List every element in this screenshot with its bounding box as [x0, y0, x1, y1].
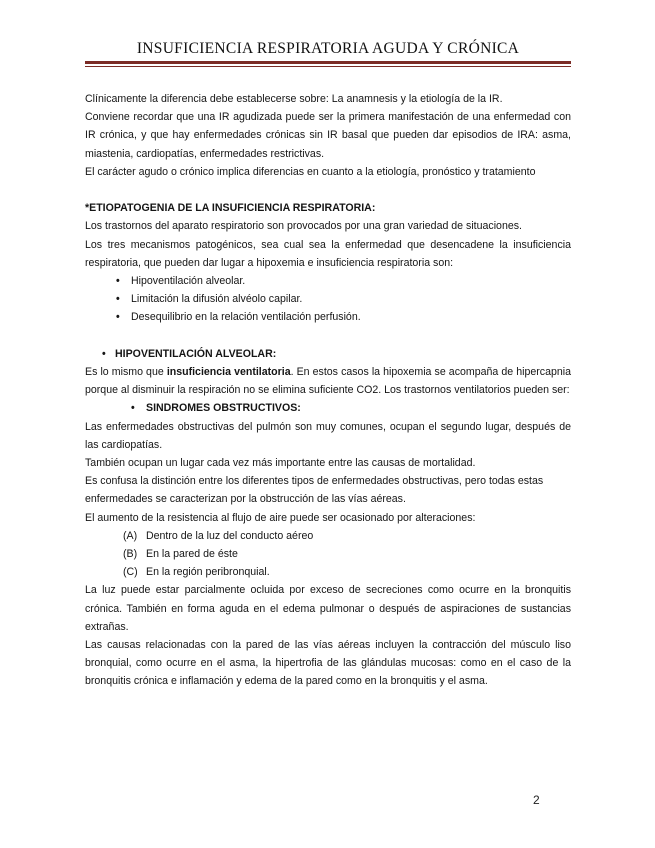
- etiopatogenia-heading: *ETIOPATOGENIA DE LA INSUFICIENCIA RESPIRATORIA:: [85, 202, 376, 215]
- alteration-item: [85, 545, 571, 563]
- document-body: [85, 90, 571, 691]
- header-rule-thin: [85, 66, 571, 67]
- hipo-text-start: Es lo mismo que: [85, 366, 167, 379]
- header-rule-thick: [85, 61, 571, 64]
- sindromes-paragraph-2: También ocupan un lugar cada vez más importante entre las causas de mortalidad.: [85, 457, 476, 470]
- intro-paragraph-3: El carácter agudo o crónico implica diferencias en cuanto a la etiología, pronóstico y tratamiento: [85, 165, 536, 178]
- luz-paragraph: La luz puede estar parcialmente ocluida por exceso de secreciones como ocurre en la bronquitis crónica. También en forma aguda en el edema pulmonar o después de aspiraciones de sustancias extrañas.: [85, 584, 571, 633]
- hipo-text-bold: insuficiencia ventilatoria: [166, 366, 291, 379]
- mechanisms-list: [85, 272, 571, 327]
- sindromes-paragraph-4: El aumento de la resistencia al flujo de aire puede ser ocasionado por alteraciones:: [85, 511, 476, 524]
- causas-paragraph: Las causas relacionadas con la pared de las vías aéreas incluyen la contracción del músculo liso bronquial, como ocurre en el asma, la hipertrofia de las glándulas mucosas: como en el caso de la bronquitis crónica e inflamación y edema de la pared como en la bronquitis y el asma.: [85, 639, 571, 688]
- etiopatogenia-paragraph-2: Los tres mecanismos patogénicos, sea cual sea la enfermedad que desencadene la insuficiencia respiratoria, que pueden dar lugar a hipoxemia e insuficiencia respiratoria son:: [85, 238, 571, 269]
- page-number: 2: [533, 793, 540, 807]
- alteration-marker: (C): [123, 566, 138, 579]
- mechanism-item: • Limitación la difusión alvéolo capilar.: [85, 290, 571, 308]
- etiopatogenia-paragraph-1: Los trastornos del aparato respiratorio son provocados por una gran variedad de situaciones.: [85, 220, 522, 233]
- alteration-text: Dentro de la luz del conducto aéreo: [146, 529, 314, 542]
- hipoventilacion-heading: • HIPOVENTILACIÓN ALVEOLAR:: [85, 345, 571, 363]
- hipo-text-end: . En estos casos la hipoxemia se acompaña de hipercapnia porque al disminuir la respiración no se elimina suficiente CO2. Los trastornos ventilatorios pueden ser:: [85, 366, 571, 397]
- alteration-text: En la región peribronquial.: [146, 566, 270, 579]
- alteration-marker: (B): [123, 548, 138, 561]
- alteration-item: [85, 563, 571, 581]
- hipoventilacion-paragraph: [85, 363, 571, 399]
- sindromes-heading: • SINDROMES OBSTRUCTIVOS:: [85, 399, 571, 417]
- intro-paragraph-1: Clínicamente la diferencia debe establecerse sobre: La anamnesis y la etiología de la IR.: [85, 93, 503, 105]
- mechanism-item: • Desequilibrio en la relación ventilación perfusión.: [85, 308, 571, 326]
- sindromes-paragraph-3: Es confusa la distinción entre los diferentes tipos de enfermedades obstructivas, pero todas estas enfermedades se caracterizan por la obstrucción de las vías aéreas.: [85, 475, 544, 506]
- page-header-title: INSUFICIENCIA RESPIRATORIA AGUDA Y CRÓNICA: [136, 40, 520, 57]
- intro-paragraph-2: Conviene recordar que una IR agudizada puede ser la primera manifestación de una enfermedad con IR crónica, y que hay enfermedades crónicas sin IR basal que pueden dar episodios de IRA: asma, miastenia, cardiopatías, enfermedades restrictivas.: [85, 111, 571, 160]
- sindromes-paragraph-1: Las enfermedades obstructivas del pulmón son muy comunes, ocupan el segundo lugar, después de las cardiopatías.: [85, 420, 571, 451]
- alteration-marker: (A): [123, 529, 138, 542]
- alteration-text: En la pared de éste: [146, 548, 238, 561]
- mechanism-item: • Hipoventilación alveolar.: [85, 272, 571, 290]
- alteration-item: [85, 527, 571, 545]
